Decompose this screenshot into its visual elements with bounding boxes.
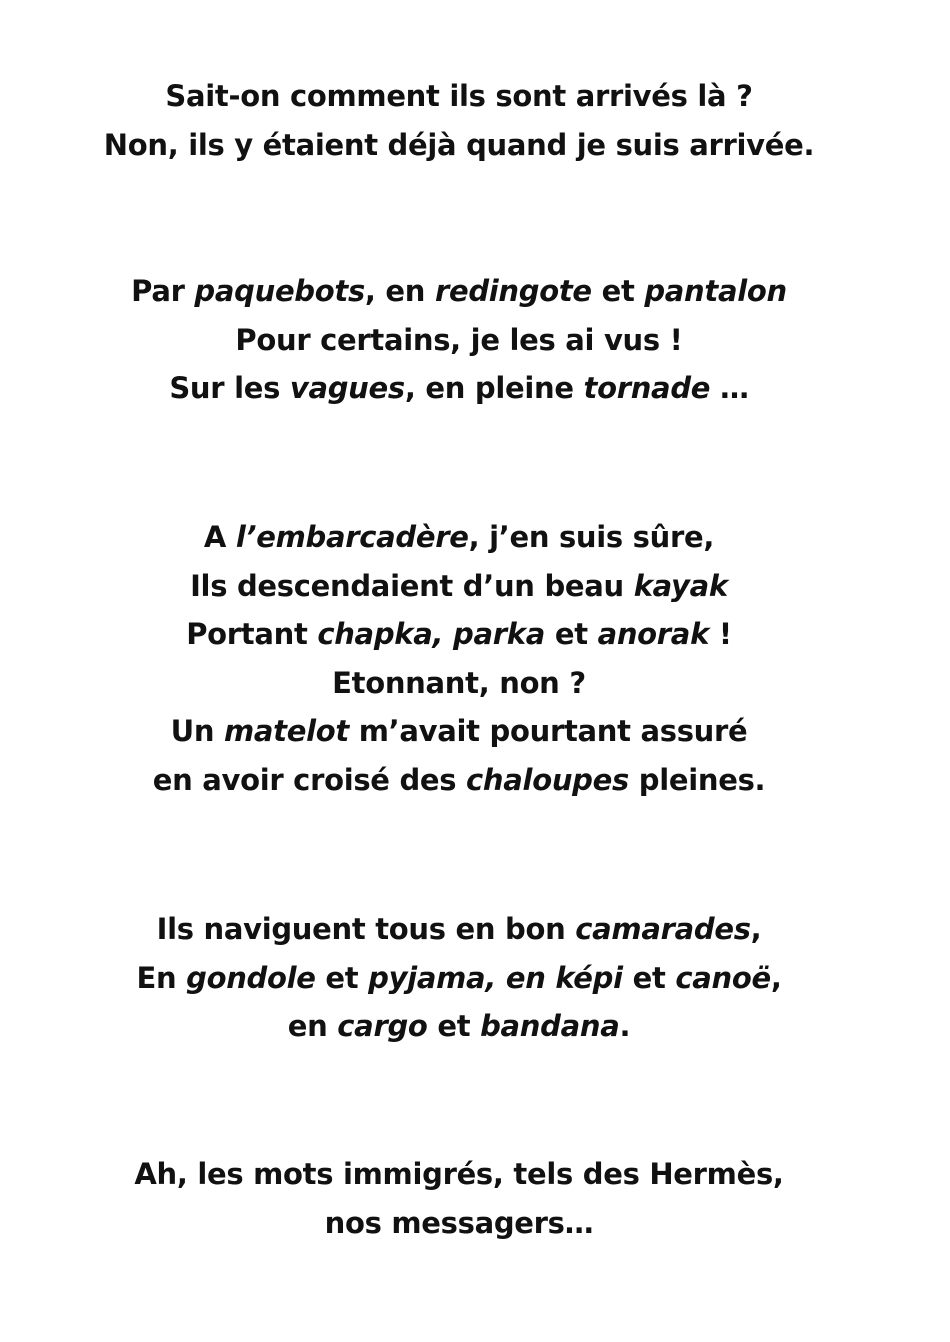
poem-line — [0, 954, 918, 1003]
line-text: en avoir croisé des — [152, 762, 467, 797]
poem-line — [0, 364, 918, 413]
poem-line — [0, 513, 918, 562]
line-text: m’avait pourtant assuré — [348, 714, 748, 749]
poem-line — [0, 1199, 918, 1248]
line-text: en — [287, 1009, 338, 1044]
italic-word: cargo — [337, 1009, 428, 1044]
italic-word: matelot — [223, 714, 349, 749]
line-text: Pour certains, je les ai vus ! — [235, 322, 683, 357]
poem-line — [0, 267, 918, 316]
italic-word: kayak — [633, 568, 728, 603]
line-text: , — [770, 960, 782, 995]
italic-word: pantalon — [644, 274, 787, 308]
italic-word: redingote — [434, 274, 592, 308]
line-text: et — [315, 960, 369, 995]
line-text: … — [710, 371, 749, 406]
line-text: A — [203, 520, 236, 554]
line-text: pleines. — [628, 762, 766, 797]
italic-word: chapka, parka — [317, 617, 546, 652]
poem-line — [0, 1002, 918, 1051]
stanza-4 — [0, 905, 918, 1051]
italic-word: gondole — [186, 960, 316, 995]
line-text: , en — [364, 274, 435, 308]
line-text: Sur les — [169, 371, 290, 406]
line-text: ! — [709, 617, 732, 652]
line-text: Ah, les mots immigrés, tels des Hermès, — [134, 1157, 784, 1191]
line-text: , — [750, 912, 762, 946]
stanza-3 — [0, 513, 918, 805]
line-text: et — [622, 960, 676, 995]
poem-line — [0, 610, 918, 659]
line-text: Portant — [186, 617, 318, 652]
poem-line — [0, 1150, 918, 1199]
line-text: nos messagers… — [324, 1205, 594, 1240]
line-text: Par — [131, 274, 195, 308]
line-text: et — [545, 617, 598, 652]
poem-line — [0, 756, 918, 805]
stanza-5 — [0, 1150, 918, 1247]
poem-line — [0, 905, 918, 954]
line-text: Non, ils y étaient déjà quand je suis arrivée. — [103, 127, 815, 162]
line-text: et — [591, 274, 645, 308]
poem-line — [0, 121, 918, 170]
italic-word: anorak — [597, 617, 710, 652]
line-text: Un — [170, 714, 224, 749]
italic-word: tornade — [583, 371, 711, 406]
italic-word: paquebots — [194, 274, 365, 308]
line-text: , j’en suis sûre, — [468, 520, 715, 554]
poem-line — [0, 707, 918, 756]
line-text: , en pleine — [404, 371, 584, 406]
italic-word: chaloupes — [466, 762, 629, 797]
italic-word: l’embarcadère — [235, 520, 469, 554]
poem-line — [0, 659, 918, 708]
poem-line — [0, 316, 918, 365]
stanza-1 — [0, 72, 918, 169]
line-text: En — [136, 960, 187, 995]
stanza-2 — [0, 267, 918, 413]
italic-word: camarades — [575, 912, 751, 946]
italic-word: pyjama, en képi — [368, 960, 623, 995]
poem-line — [0, 562, 918, 611]
poem-line — [0, 72, 918, 121]
line-text: Sait-on comment ils sont arrivés là ? — [165, 79, 753, 113]
italic-word: vagues — [289, 371, 405, 406]
italic-word: bandana — [480, 1009, 620, 1044]
line-text: . — [619, 1009, 631, 1044]
line-text: Etonnant, non ? — [332, 665, 586, 700]
line-text: Ils naviguent tous en bon — [156, 912, 576, 946]
italic-word: canoë — [675, 960, 771, 995]
line-text: Ils descendaient d’un beau — [190, 568, 634, 603]
line-text: et — [427, 1009, 481, 1044]
